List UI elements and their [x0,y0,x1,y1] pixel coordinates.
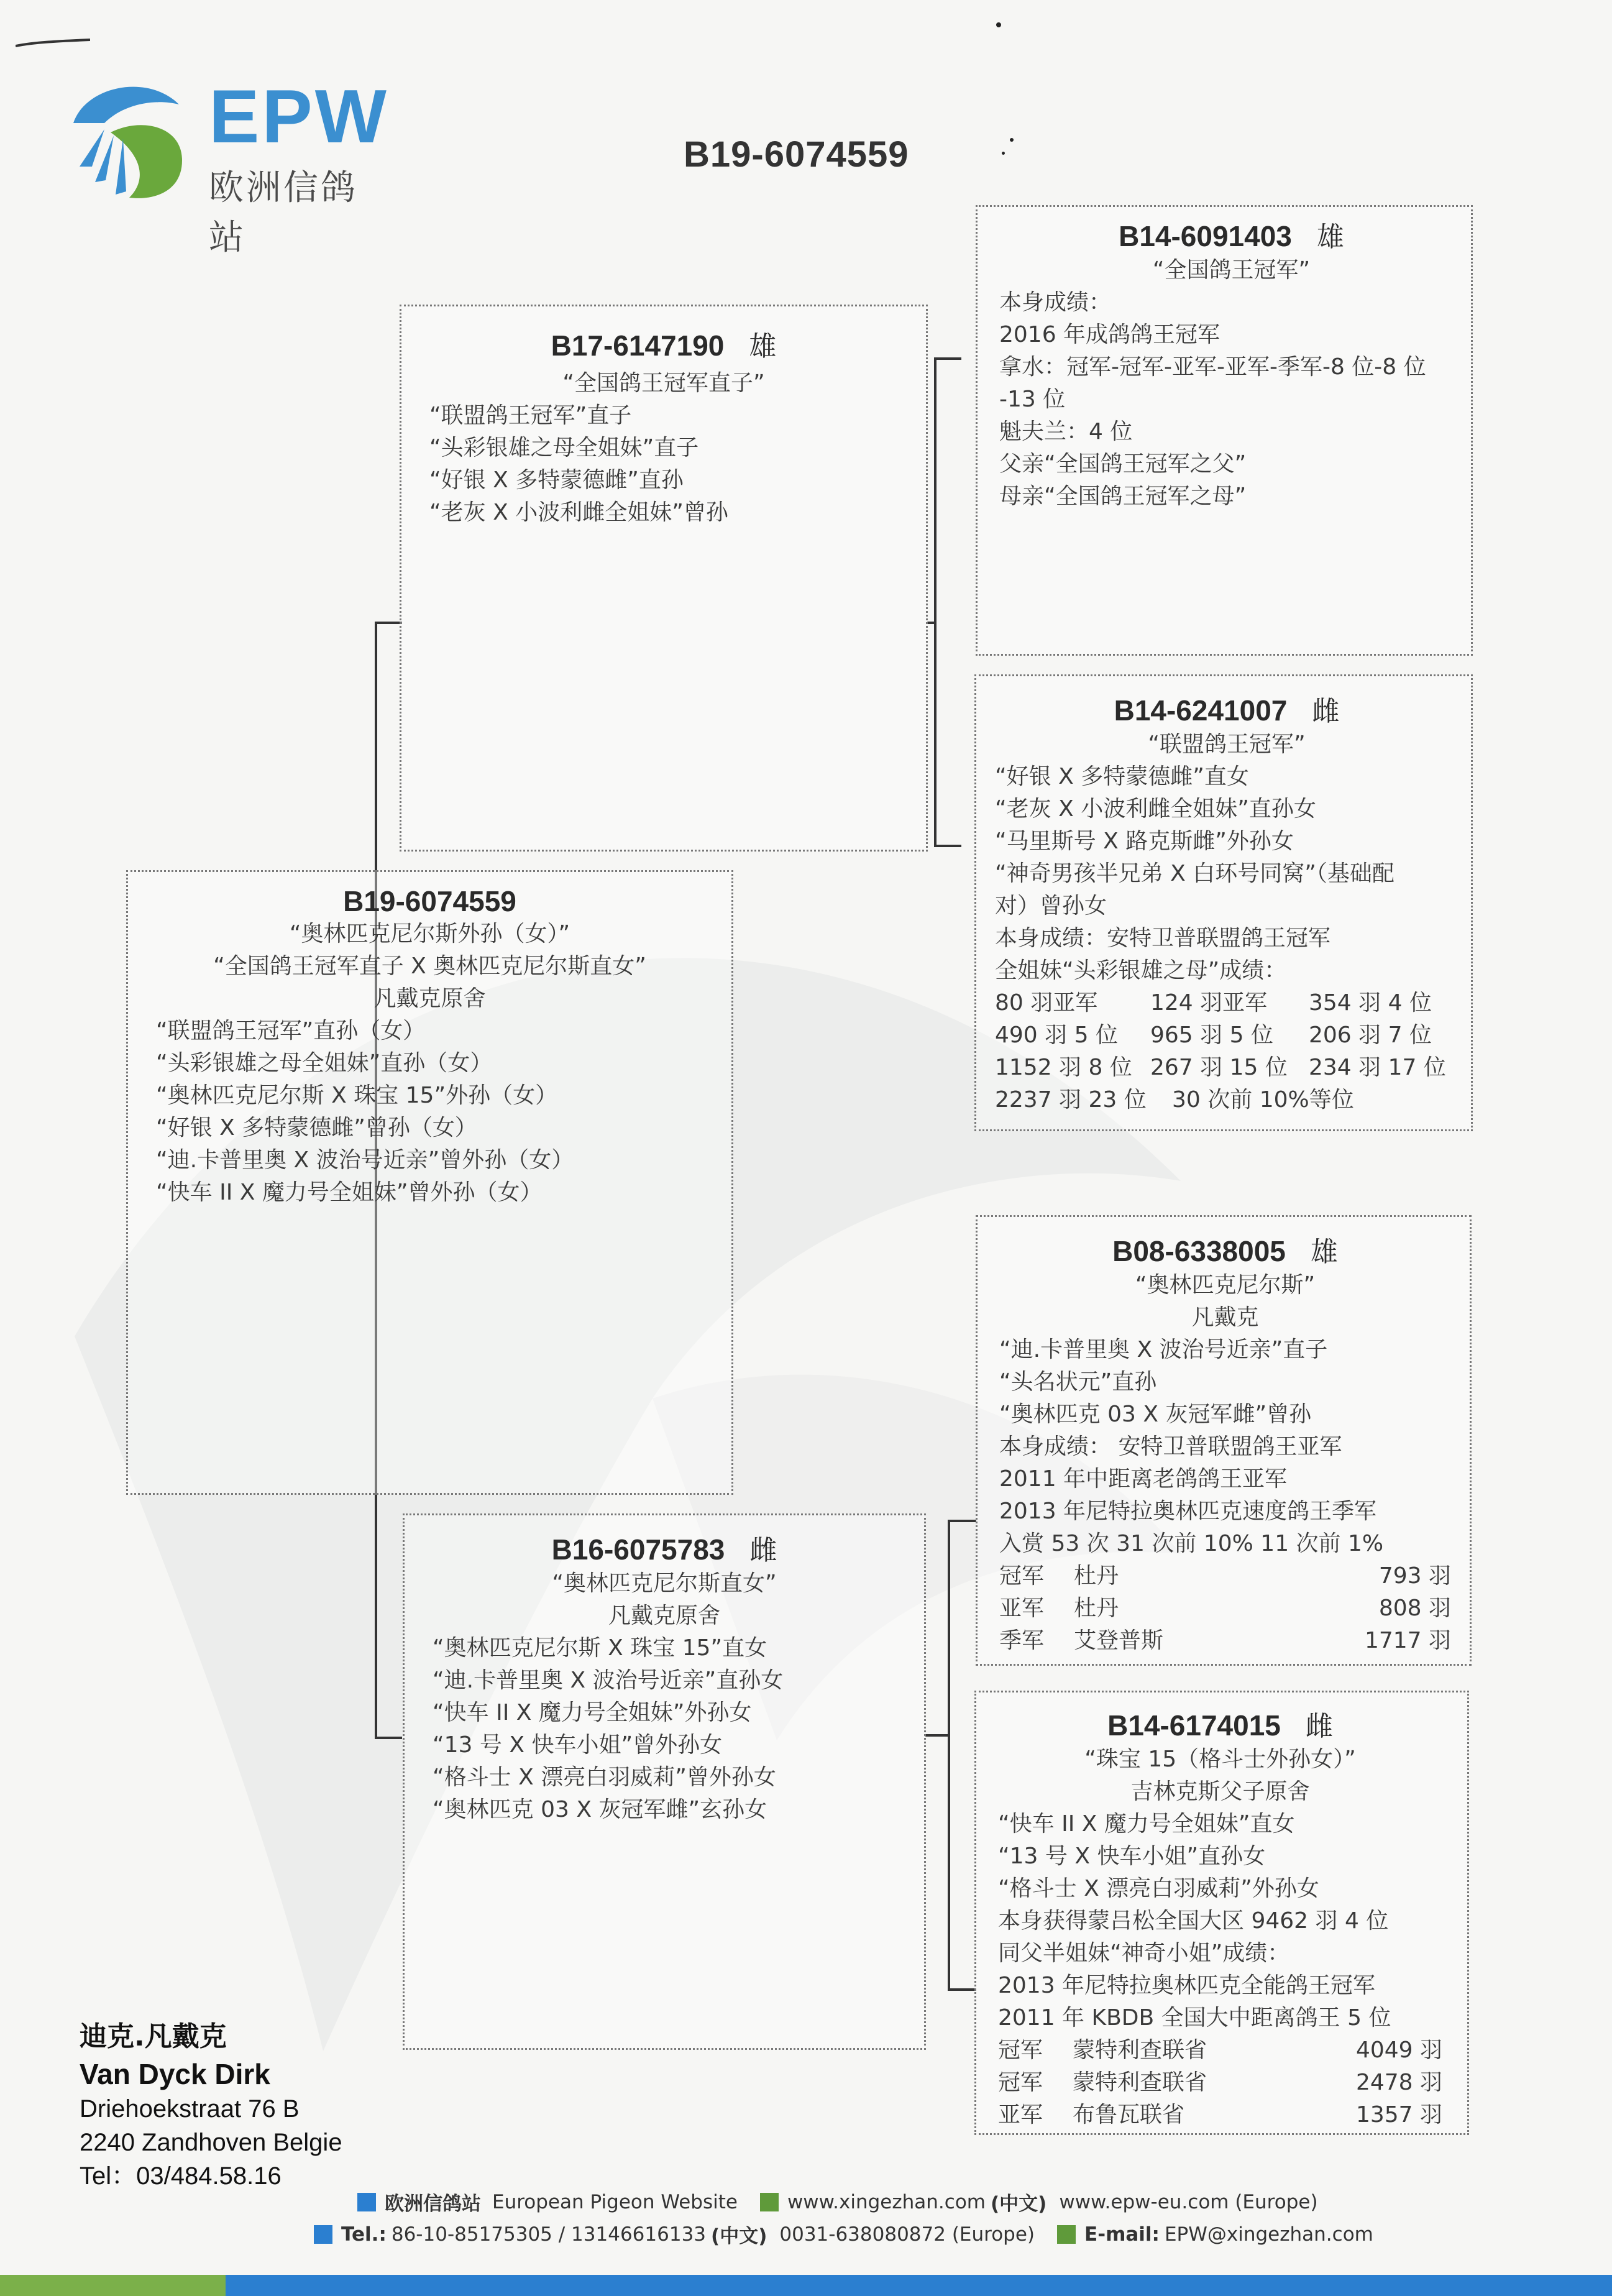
dam-sire-result-row [999,1560,1451,1592]
subject-line: “好银 X 多特蒙德雌”曾孙（女） [156,1115,477,1141]
sire-sire-line: -13 位 [999,387,1066,412]
dam-dam-line: “13 号 X 快车小姐”直孙女 [998,1844,1266,1869]
sire-sire-ring: B14-6091403 [1119,220,1292,252]
sire-dam-result-row [995,1084,1459,1116]
footer-tel-label: Tel.: [341,2223,387,2246]
sire-title [401,324,926,364]
dam-line: 凡戴克原舍 [608,1603,720,1628]
sire-dam-card [974,674,1473,1131]
result-cell: 冠军 [999,1563,1045,1589]
dam-line: “13 号 X 快车小姐”曾外孙女 [433,1732,723,1758]
dam-dam-result-row [998,2067,1442,2099]
connector-sire-to-subject [375,622,377,873]
dam-sire-line: 2013 年尼特拉奥林匹克速度鸽王季军 [999,1499,1377,1524]
sire-dam-result-row [995,987,1459,1019]
result-cell: 30 次前 10%等位 [1172,1087,1354,1113]
owner-contact [80,2014,342,2192]
dam-line: “格斗士 X 漂亮白羽威莉”曾外孙女 [433,1765,776,1790]
dam-dam-line: 同父半姐妹“神奇小姐”成绩： [998,1940,1290,1966]
dam-dam-line: 2013 年尼特拉奥林匹克全能鸽王冠军 [998,1973,1376,1998]
dam-dam-line: 吉林克斯父子原舍 [1130,1779,1310,1804]
subject-line: “快车 II X 魔力号全姐妹”曾外孙（女） [156,1180,543,1205]
result-cell: 1357 羽 [1355,2102,1442,2128]
dam-sire-line: 本身成绩： 安特卫普联盟鸽王亚军 [999,1434,1342,1459]
footer-url-cn-tag: (中文) [991,2193,1047,2215]
dam-dam-title [998,1704,1442,1743]
dam-sire-title [999,1229,1451,1269]
dam-line: “快车 II X 魔力号全姐妹”外孙女 [433,1700,752,1725]
dam-sire-sex: 雄 [1310,1236,1338,1268]
sire-dam-sex: 雌 [1312,696,1340,727]
subject-line: “头彩银雄之母全姐妹”直孙（女） [156,1050,493,1076]
pigeon-logo-icon [67,73,191,204]
blue-square-icon [357,2193,376,2211]
sire-dam-line: “马里斯号 X 路克斯雌”外孙女 [995,829,1294,854]
owner-tel: Tel：03/484.58.16 [80,2162,282,2190]
result-cell: 234 羽 17 位 [1309,1055,1446,1080]
result-cell: 亚军 [999,1596,1045,1621]
subject-ring: B19-6074559 [343,885,516,917]
footer-site-cn: 欧洲信鸽站 [385,2193,481,2215]
sire-sire-line: 本身成绩： [999,290,1112,315]
subject-line: “迪.卡普里奥 X 波治号近亲”曾外孙（女） [156,1147,574,1173]
sire-dam-line: “联盟鸽王冠军” [1148,732,1306,757]
connector-sire-parents [934,357,961,847]
dam-dam-line: 本身获得蒙吕松全国大区 9462 羽 4 位 [998,1908,1389,1934]
dam-dam-result-row [998,2099,1442,2131]
sire-sire-card [976,205,1473,656]
result-cell: 354 羽 4 位 [1309,990,1432,1016]
subject-card [126,870,733,1495]
dam-title [405,1528,924,1568]
ink-dot [1010,138,1014,142]
sire-dam-result-row [995,1019,1459,1052]
result-cell: 蒙特利查联省 [1073,2037,1207,2063]
sire-sire-line: 父亲“全国鸽王冠军之父” [999,451,1247,477]
logo-wordmark: EPW [209,74,389,158]
sire-sire-title [999,214,1463,254]
subject-line: “全国鸽王冠军直子 X 奥林匹克尼尔斯直女” [213,953,646,979]
result-cell: 80 羽亚军 [995,990,1098,1016]
dam-sire-result-row [999,1592,1451,1625]
connector-dam-parents [948,1520,976,1991]
footer-tel-cn: 86-10-85175305 / 13146616133 [391,2223,707,2246]
footer-tel-eu: 0031-638080872 (Europe) [779,2223,1035,2246]
result-cell: 206 羽 7 位 [1309,1022,1432,1048]
logo-subtitle: 欧洲信鸽站 [209,168,358,258]
result-cell: 1717 羽 [1364,1628,1451,1653]
dam-dam-line: “快车 II X 魔力号全姐妹”直女 [998,1811,1295,1837]
dam-dam-ring: B14-6174015 [1107,1709,1281,1742]
connector-dam-stub [925,1734,950,1737]
dam-dam-line: 2011 年 KBDB 全国大中距离鸽王 5 位 [998,2005,1391,2031]
result-cell: 1152 羽 8 位 [995,1055,1132,1080]
result-cell: 2478 羽 [1355,2070,1442,2095]
sire-sire-line: 拿水：冠军-冠军-亚军-亚军-季军-8 位-8 位 [999,354,1426,380]
dam-sire-line: 凡戴克 [1191,1305,1259,1330]
dam-sire-line: “迪.卡普里奥 X 波治号近亲”直子 [999,1337,1328,1362]
dam-dam-line: “珠宝 15（格斗士外孙女）” [1084,1747,1356,1772]
subject-line: “联盟鸽王冠军”直孙（女） [156,1018,426,1044]
subject-line: “奥林匹克尼尔斯外孙（女）” [289,921,570,947]
sire-dam-line: 全姐妹“头彩银雄之母”成绩： [995,958,1287,983]
dam-dam-result-row [998,2034,1442,2067]
result-cell: 季军 [999,1628,1045,1653]
dam-card [403,1513,926,2050]
sire-ring: B17-6147190 [551,329,725,362]
dam-sex: 雌 [749,1535,777,1566]
dam-sire-line: “奥林匹克尼尔斯” [1135,1272,1316,1298]
owner-name-cn: 迪克.凡戴克 [80,2021,227,2052]
sire-line: “全国鸽王冠军直子” [562,370,765,396]
sire-sire-line: 母亲“全国鸽王冠军之母” [999,484,1247,509]
sire-sex: 雄 [749,331,777,362]
ink-dot [1002,152,1005,155]
dam-dam-line: “格斗士 X 漂亮白羽威莉”外孙女 [998,1876,1319,1901]
result-cell: 冠军 [998,2037,1043,2063]
result-cell: 490 羽 5 位 [995,1022,1118,1048]
footer-row-contact [314,2220,1373,2248]
result-cell: 布鲁瓦联省 [1073,2102,1185,2128]
green-square-icon [760,2193,779,2211]
footer-email[interactable]: EPW@xingezhan.com [1164,2223,1373,2246]
sire-sire-line: 2016 年成鸽鸽王冠军 [999,322,1220,347]
sire-sire-line: “全国鸽王冠军” [1152,257,1311,283]
result-cell: 蒙特利查联省 [1073,2070,1207,2095]
dam-line: “奥林匹克尼尔斯直女” [552,1571,777,1596]
result-cell: 267 羽 15 位 [1150,1055,1288,1080]
epw-logo [67,73,390,258]
dam-sire-line: “头名状元”直孙 [999,1369,1157,1395]
blue-square-icon [314,2225,332,2244]
sire-line: “老灰 X 小波利雌全姐妹”曾孙 [429,500,728,525]
dam-ring: B16-6075783 [551,1533,725,1566]
dam-sire-result-row [999,1625,1451,1657]
sire-dam-line: 本身成绩：安特卫普联盟鸽王冠军 [995,925,1331,951]
sire-sire-line: 魁夫兰：4 位 [999,419,1133,444]
sire-dam-title [995,689,1459,728]
dam-sire-line: “奥林匹克 03 X 灰冠军雌”曾孙 [999,1402,1312,1427]
sire-dam-line: 对）曾孙女 [995,893,1107,919]
result-cell: 808 羽 [1378,1596,1451,1621]
sire-line: “好银 X 多特蒙德雌”直孙 [429,467,684,493]
sire-sire-sex: 雄 [1316,221,1344,253]
pen-scribble [16,37,90,50]
dam-line: “奥林匹克 03 X 灰冠军雌”玄孙女 [433,1797,767,1822]
footer-site-en: European Pigeon Website [492,2190,738,2213]
dam-line: “奥林匹克尼尔斯 X 珠宝 15”直女 [433,1635,767,1661]
green-square-icon [1057,2225,1076,2244]
result-cell: 冠军 [998,2070,1043,2095]
owner-city: 2240 Zandhoven Belgie [80,2129,342,2156]
sire-dam-line: “神奇男孩半兄弟 X 白环号同窝”（基础配 [995,861,1394,886]
footer-url-cn[interactable]: www.xingezhan.com [787,2190,986,2213]
dam-sire-card [976,1215,1472,1666]
result-cell: 杜丹 [1074,1596,1119,1621]
footer-tel-cn-tag: (中文) [711,2225,767,2248]
sire-dam-line: “老灰 X 小波利雌全姐妹”直孙女 [995,796,1316,822]
page-title: B19-6074559 [684,134,909,175]
bottom-color-bar [0,2275,1612,2296]
result-cell: 4049 羽 [1355,2037,1442,2063]
subject-line: “奥林匹克尼尔斯 X 珠宝 15”外孙（女） [156,1083,558,1108]
dam-sire-line: 2011 年中距离老鸽鸽王亚军 [999,1466,1288,1492]
result-cell: 杜丹 [1074,1563,1119,1589]
sire-dam-ring: B14-6241007 [1114,694,1288,727]
footer-row-web [357,2188,1318,2216]
result-cell: 793 羽 [1378,1563,1451,1589]
dam-sire-ring: B08-6338005 [1112,1235,1286,1267]
dam-sire-line: 入赏 53 次 31 次前 10% 11 次前 1% [999,1531,1384,1556]
result-cell: 124 羽亚军 [1150,990,1268,1016]
footer-email-label: E-mail: [1084,2223,1160,2246]
subject-line: 凡戴克原舍 [373,986,486,1011]
sire-line: “联盟鸽王冠军”直子 [429,403,632,428]
dam-dam-card [974,1691,1469,2135]
dam-dam-sex: 雌 [1305,1711,1333,1742]
sire-line: “头彩银雄之母全姐妹”直子 [429,435,699,461]
dam-line: “迪.卡普里奥 X 波治号近亲”直孙女 [433,1668,784,1693]
result-cell: 亚军 [998,2102,1043,2128]
sire-dam-line: “好银 X 多特蒙德雌”直女 [995,764,1249,789]
footer-url-eu[interactable]: www.epw-eu.com (Europe) [1059,2190,1318,2213]
sire-card [400,305,928,852]
ink-dot [996,22,1001,27]
result-cell: 965 羽 5 位 [1150,1022,1273,1048]
owner-name-en: Van Dyck Dirk [80,2058,270,2090]
owner-street: Driehoekstraat 76 B [80,2095,300,2123]
sire-dam-result-row [995,1052,1459,1084]
connector-sire-stub [927,622,937,624]
result-cell: 艾登普斯 [1074,1628,1164,1653]
result-cell: 2237 羽 23 位 [995,1087,1147,1113]
